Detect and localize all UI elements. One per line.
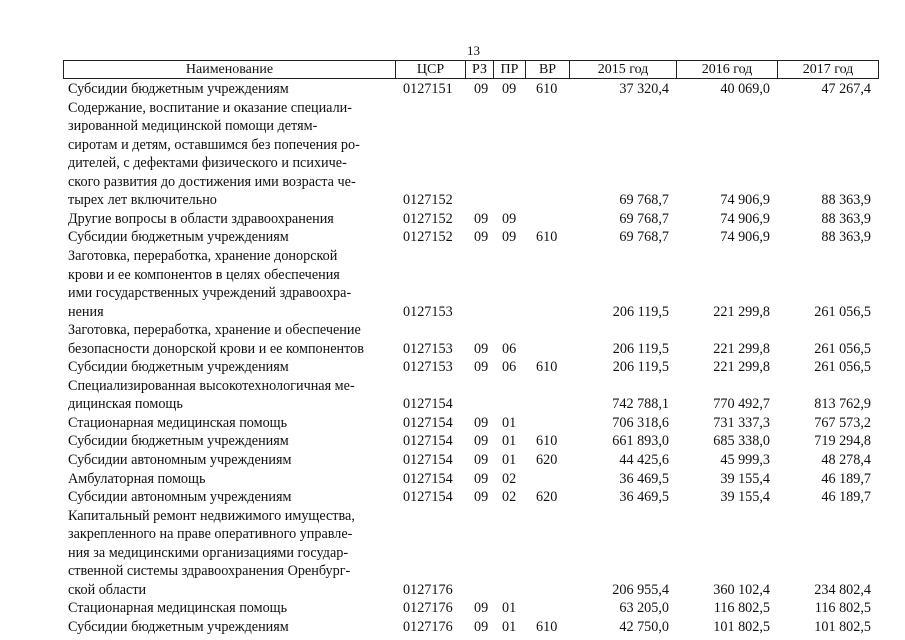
row-2017: 88 363,9 [821,210,871,227]
row-2015: 36 469,5 [619,489,669,506]
row-2015: 69 768,7 [619,192,669,209]
row-2016: 39 155,4 [720,489,770,506]
row-rz: 09 [474,81,489,97]
row-name: Субсидии бюджетным учреждениям [68,359,289,376]
table-row [0,451,905,469]
row-vr: 620 [536,452,558,468]
row-2016: 221 299,8 [713,303,770,320]
row-2015: 69 768,7 [619,210,669,227]
row-name: дителей, с дефектами физического и психиче- [68,155,347,172]
row-pr: 01 [502,414,517,431]
row-2017: 767 573,2 [814,414,871,431]
row-2016: 39 155,4 [720,470,770,487]
row-csr: 0127154 [403,470,453,487]
row-2017: 261 056,5 [814,359,871,376]
table-row [0,136,905,154]
row-2016: 40 069,0 [720,81,770,97]
row-2016: 101 802,5 [713,619,770,635]
header-2016: 2016 год [677,61,778,79]
row-2015: 206 119,5 [612,340,669,357]
table-row [0,488,905,506]
row-2015: 742 788,1 [612,396,669,413]
table-row [0,470,905,488]
row-name: Заготовка, переработка, хранение и обеспечение [68,322,361,339]
row-2016: 74 906,9 [720,192,770,209]
row-name: Стационарная медицинская помощь [68,414,288,431]
row-2015: 63 205,0 [619,600,669,617]
table-row [0,80,905,98]
row-pr: 02 [502,489,517,506]
row-2015: 36 469,5 [619,470,669,487]
table-row [0,247,905,265]
row-rz: 09 [474,619,489,635]
row-name: ской области [68,581,147,598]
row-csr: 0127152 [403,210,453,227]
table-row [0,266,905,284]
row-pr: 02 [502,470,517,487]
table-header [63,60,879,79]
row-name: безопасности донорской крови и ее компонентов [68,340,364,357]
row-vr: 610 [536,359,558,376]
row-2015: 706 318,6 [612,414,669,431]
row-rz: 09 [474,210,489,227]
row-2017: 101 802,5 [814,619,871,635]
row-csr: 0127176 [403,600,453,617]
row-2017: 813 762,9 [814,396,871,413]
row-pr: 01 [502,452,517,468]
row-csr: 0127154 [403,452,453,468]
table-row [0,395,905,413]
row-2015: 206 119,5 [612,359,669,376]
table-row [0,581,905,599]
row-name: Субсидии бюджетным учреждениям [68,619,289,635]
row-csr: 0127152 [403,192,453,209]
row-csr: 0127151 [403,81,453,97]
row-2017: 261 056,5 [814,340,871,357]
row-2017: 88 363,9 [821,229,871,246]
row-csr: 0127154 [403,396,453,413]
row-name: Субсидии автономным учреждениям [68,452,292,468]
row-2017: 116 802,5 [814,600,871,617]
row-2015: 69 768,7 [619,229,669,246]
row-rz: 09 [474,433,489,450]
row-2017: 47 267,4 [821,81,871,97]
row-name: Заготовка, переработка, хранение донорской [68,248,338,264]
row-2015: 44 425,6 [619,452,669,468]
row-name: ния за медицинскими организациями государ- [68,544,349,561]
header-vr: ВР [526,61,570,79]
row-2016: 221 299,8 [713,340,770,357]
row-rz: 09 [474,229,489,246]
row-name: Другие вопросы в области здравоохранения [68,210,334,227]
row-pr: 09 [502,81,517,97]
row-pr: 01 [502,619,517,635]
row-2017: 234 802,4 [814,581,871,598]
row-csr: 0127153 [403,359,453,376]
row-vr: 610 [536,619,558,635]
row-csr: 0127154 [403,433,453,450]
row-name: ственной системы здравоохранения Оренбург- [68,563,351,580]
row-name: закрепленного на праве оперативного управле- [68,526,353,543]
row-csr: 0127153 [403,303,453,320]
row-pr: 01 [502,600,517,617]
table-row [0,321,905,339]
row-name: зированной медицинской помощи детям- [68,118,318,135]
row-csr: 0127154 [403,414,453,431]
row-2015: 37 320,4 [619,81,669,97]
row-2017: 46 189,7 [821,489,871,506]
row-csr: 0127152 [403,229,453,246]
row-rz: 09 [474,489,489,506]
row-csr: 0127176 [403,619,453,635]
row-name: тырех лет включительно [68,192,217,209]
row-2016: 116 802,5 [713,600,770,617]
table-row [0,507,905,525]
row-name: Капитальный ремонт недвижимого имущества, [68,507,355,524]
row-pr: 09 [502,210,517,227]
table-row [0,191,905,209]
table-row [0,358,905,376]
row-csr: 0127154 [403,489,453,506]
row-pr: 09 [502,229,517,246]
row-2016: 685 338,0 [713,433,770,450]
row-csr: 0127176 [403,581,453,598]
header-2015: 2015 год [570,61,677,79]
row-rz: 09 [474,470,489,487]
row-rz: 09 [474,414,489,431]
table-row [0,525,905,543]
row-2017: 261 056,5 [814,303,871,320]
row-2017: 46 189,7 [821,470,871,487]
row-2015: 661 893,0 [612,433,669,450]
table-row [0,432,905,450]
table-row [0,228,905,246]
row-rz: 09 [474,452,489,468]
row-2015: 206 119,5 [612,303,669,320]
row-2015: 42 750,0 [619,619,669,635]
row-vr: 610 [536,81,558,97]
row-pr: 06 [502,340,517,357]
table-row [0,99,905,117]
row-2017: 48 278,4 [821,452,871,468]
table-row [0,210,905,228]
row-2016: 74 906,9 [720,229,770,246]
row-2017: 88 363,9 [821,192,871,209]
table-row [0,117,905,135]
row-pr: 01 [502,433,517,450]
row-2017: 719 294,8 [814,433,871,450]
row-csr: 0127153 [403,340,453,357]
row-pr: 06 [502,359,517,376]
row-2016: 731 337,3 [713,414,770,431]
row-2016: 770 492,7 [713,396,770,413]
row-vr: 620 [536,489,558,506]
header-pr: ПР [494,61,526,79]
row-2016: 221 299,8 [713,359,770,376]
table-row [0,599,905,617]
row-name: Содержание, воспитание и оказание специали- [68,99,352,116]
row-2016: 74 906,9 [720,210,770,227]
table-row [0,377,905,395]
row-vr: 610 [536,433,558,450]
header-rz: РЗ [466,61,494,79]
row-name: нения [68,303,104,320]
row-name: Субсидии автономным учреждениям [68,489,292,506]
row-name: дицинская помощь [68,396,183,413]
row-rz: 09 [474,359,489,376]
row-2016: 45 999,3 [720,452,770,468]
row-name: Специализированная высокотехнологичная ме- [68,377,355,394]
row-name: Амбулаторная помощь [68,470,206,487]
header-csr: ЦСР [396,61,466,79]
row-rz: 09 [474,340,489,357]
table-row [0,303,905,321]
table-row [0,618,905,636]
row-name: Субсидии бюджетным учреждениям [68,229,289,246]
row-name: Субсидии бюджетным учреждениям [68,433,289,450]
table-row [0,562,905,580]
row-rz: 09 [474,600,489,617]
row-vr: 610 [536,229,558,246]
table-row [0,544,905,562]
row-name: Субсидии бюджетным учреждениям [68,81,289,97]
table-row [0,414,905,432]
row-name: Стационарная медицинская помощь [68,600,288,617]
table-row [0,154,905,172]
header-name: Наименование [64,61,396,79]
row-name: крови и ее компонентов в целях обеспечения [68,266,340,283]
row-2016: 360 102,4 [713,581,770,598]
header-2017: 2017 год [778,61,879,79]
row-name: ского развития до достижения ими возраста че- [68,173,356,190]
table-row [0,173,905,191]
table-row [0,284,905,302]
page-number: 13 [467,43,480,58]
table-row [0,340,905,358]
row-2015: 206 955,4 [612,581,669,598]
row-name: сиротам и детям, оставшимся без попечения ро- [68,136,360,153]
row-name: ими государственных учреждений здравоохра- [68,285,352,302]
